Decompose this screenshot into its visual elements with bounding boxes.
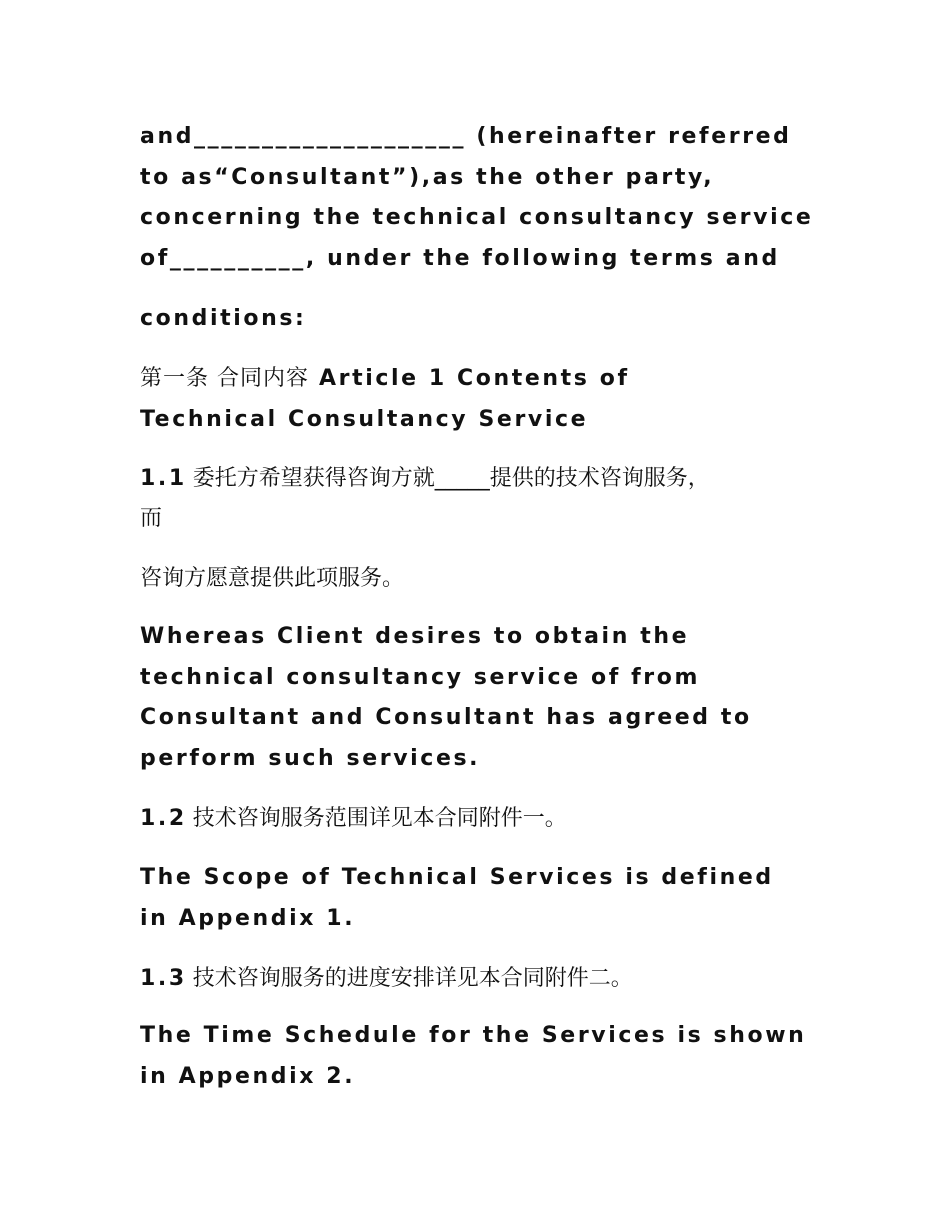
clause-1-1-en-line-2: technical consultancy service of from	[140, 664, 700, 690]
intro-line-2: to as“Consultant”),as the other party,	[140, 164, 715, 190]
article-1-heading	[140, 359, 630, 440]
clause-1-3-en-line-1: The Time Schedule for the Services is shown	[140, 1023, 807, 1048]
clause-1-1-cn-line-2: 而	[140, 506, 163, 531]
intro-paragraph	[140, 117, 813, 279]
article-1-heading-en: Article 1 Contents of	[319, 366, 630, 391]
clause-1-3-number: 1.3	[140, 966, 187, 991]
clause-1-1-cn-line-3: 咨询方愿意提供此项服务。	[140, 566, 405, 591]
intro-line-5: conditions:	[140, 306, 307, 331]
clause-1-3-en-line-2: in Appendix 2.	[140, 1063, 356, 1089]
clause-1-2-en-line-1: The Scope of Technical Services is defined	[140, 865, 774, 890]
clause-1-1-en-line-1: Whereas Client desires to obtain the	[140, 624, 690, 649]
clause-1-1-en-line-4: perform such services.	[140, 745, 481, 771]
intro-line-4: of__________, under the following terms and	[140, 245, 780, 271]
clause-1-2-en	[140, 858, 774, 939]
clause-1-1-cn	[140, 459, 710, 539]
clause-1-2-cn	[140, 799, 567, 839]
clause-1-1-en-line-3: Consultant and Consultant has agreed to	[140, 705, 752, 730]
clause-1-1-number: 1.1	[140, 466, 187, 491]
intro-line-1: and____________________ (hereinafter referred	[140, 124, 792, 149]
article-1-heading-en-line-2: Technical Consultancy Service	[140, 406, 589, 432]
clause-1-2-en-line-2: in Appendix 1.	[140, 905, 356, 931]
article-1-heading-cn: 第一条 合同内容	[140, 366, 309, 391]
clause-1-3-en	[140, 1016, 806, 1097]
clause-1-3-cn-text: 技术咨询服务的进度安排详见本合同附件二。	[192, 966, 633, 991]
intro-line-3: concerning the technical consultancy service	[140, 205, 814, 230]
clause-1-2-cn-text: 技术咨询服务范围详见本合同附件一。	[192, 806, 567, 831]
clause-1-1-cn-line-1: 委托方希望获得咨询方就_____提供的技术咨询服务，	[192, 466, 710, 491]
clause-1-1-en	[140, 617, 752, 779]
clause-1-3-cn	[140, 959, 633, 999]
clause-1-2-number: 1.2	[140, 806, 187, 831]
